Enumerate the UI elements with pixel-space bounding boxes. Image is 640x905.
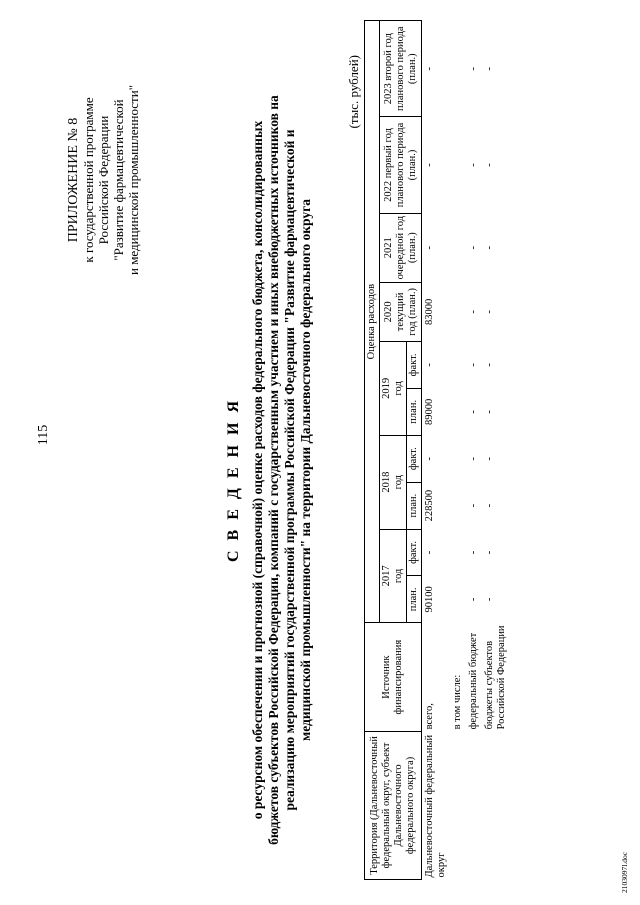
cell-value: -	[468, 410, 479, 414]
header-year-2019: 2019 год	[380, 341, 407, 435]
header-plan: план.	[407, 576, 422, 623]
cell-value: -	[484, 163, 495, 167]
budget-table	[364, 20, 510, 880]
cell-source: всего,	[424, 703, 435, 730]
cell-value: -	[424, 163, 435, 167]
document-heading: С В Е Д Е Н И Я	[225, 397, 242, 563]
page-number: 115	[36, 424, 51, 446]
cell-value: -	[468, 597, 479, 602]
cell-source: в том числе:	[452, 674, 463, 730]
header-plan: план.	[407, 482, 422, 529]
cell-value: -	[424, 66, 435, 71]
cell-value	[450, 482, 466, 529]
cell-value: -	[484, 363, 495, 367]
cell-value	[450, 117, 466, 213]
appendix-line: и медицинской промышленности"	[126, 85, 141, 275]
header-2023: 2023 второй год планового периода (план.)	[380, 21, 422, 117]
cell-value: -	[484, 410, 495, 414]
subtitle-line: о ресурсном обеспечении и прогнозной (справочной) оценке расходов федерального бюджета, консолидированных	[250, 120, 265, 820]
table-row	[422, 21, 451, 880]
cell-value	[450, 341, 466, 388]
cell-value: -	[484, 456, 495, 461]
cell-value: -	[468, 550, 479, 555]
table-row	[482, 21, 510, 880]
header-territory: Территория (Дальневосточный федеральный округ, субъект Дальневосточного федерального округа)	[365, 731, 422, 879]
cell-value	[450, 529, 466, 576]
header-year-2018: 2018 год	[380, 435, 407, 529]
header-plan: план.	[407, 388, 422, 435]
appendix-number: ПРИЛОЖЕНИЕ № 8	[66, 117, 81, 243]
subtitle-line: медицинской промышленности" на территории Дальневосточного федерального округа	[298, 199, 313, 741]
subtitle-line: реализацию мероприятий государственной программы Российской Федерации "Развитие фармацевтической и	[282, 129, 297, 811]
cell-value	[450, 282, 466, 341]
footer-doc-code: 2103097l.doc	[620, 851, 629, 893]
document-subtitle	[250, 90, 314, 850]
cell-value: -	[484, 245, 495, 250]
cell-territory: Дальневосточный федеральный округ	[424, 734, 447, 878]
appendix-block	[66, 30, 141, 330]
cell-territory	[466, 731, 482, 879]
cell-value: -	[468, 456, 479, 461]
cell-value: -	[468, 163, 479, 167]
table-body	[422, 21, 511, 880]
cell-value: 90100	[424, 586, 435, 613]
subtitle-line: бюджетов субъектов Российской Федерации, компаний с государственным участием и иных внебюджетных источников на	[266, 95, 281, 845]
cell-value: -	[484, 503, 495, 508]
cell-value: -	[484, 66, 495, 71]
cell-value	[450, 576, 466, 623]
cell-value: -	[424, 550, 435, 555]
cell-value	[450, 21, 466, 117]
cell-value: 89000	[424, 398, 435, 425]
cell-value: -	[424, 363, 435, 367]
appendix-line: к государственной программе	[81, 97, 96, 263]
units-label: (тыс. рублей)	[346, 55, 361, 129]
cell-value: -	[424, 456, 435, 461]
cell-source: бюджеты субъектов Российской Федерации	[484, 625, 507, 730]
table-row	[450, 21, 466, 880]
header-2020: 2020 текущий год (план.)	[380, 282, 422, 341]
cell-value: 228500	[424, 489, 435, 522]
cell-value	[450, 435, 466, 482]
cell-source: федеральный бюджет	[468, 632, 479, 730]
table-row	[466, 21, 482, 880]
header-2021: 2021 очередной год (план.)	[380, 213, 422, 282]
appendix-line: "Развитие фармацевтической	[111, 99, 126, 261]
cell-value: -	[468, 66, 479, 71]
cell-value: -	[468, 310, 479, 314]
header-2022: 2022 первый год планового периода (план.)	[380, 117, 422, 213]
cell-value: -	[484, 597, 495, 602]
cell-value: -	[424, 245, 435, 250]
cell-value: -	[468, 363, 479, 367]
cell-territory	[482, 731, 510, 879]
appendix-line: Российской Федерации	[96, 115, 111, 245]
header-fact: факт.	[407, 341, 422, 388]
header-fact: факт.	[407, 529, 422, 576]
cell-value: -	[468, 503, 479, 508]
cell-value: -	[484, 550, 495, 555]
header-year-2017: 2017 год	[380, 529, 407, 623]
header-estimate: Оценка расходов	[365, 21, 380, 623]
header-source: Источник финансирования	[365, 623, 422, 732]
cell-value	[450, 388, 466, 435]
cell-territory	[450, 731, 466, 879]
header-fact: факт.	[407, 435, 422, 482]
cell-value: 83000	[424, 298, 435, 325]
cell-value: -	[468, 245, 479, 250]
cell-value	[450, 213, 466, 282]
cell-value: -	[484, 310, 495, 314]
